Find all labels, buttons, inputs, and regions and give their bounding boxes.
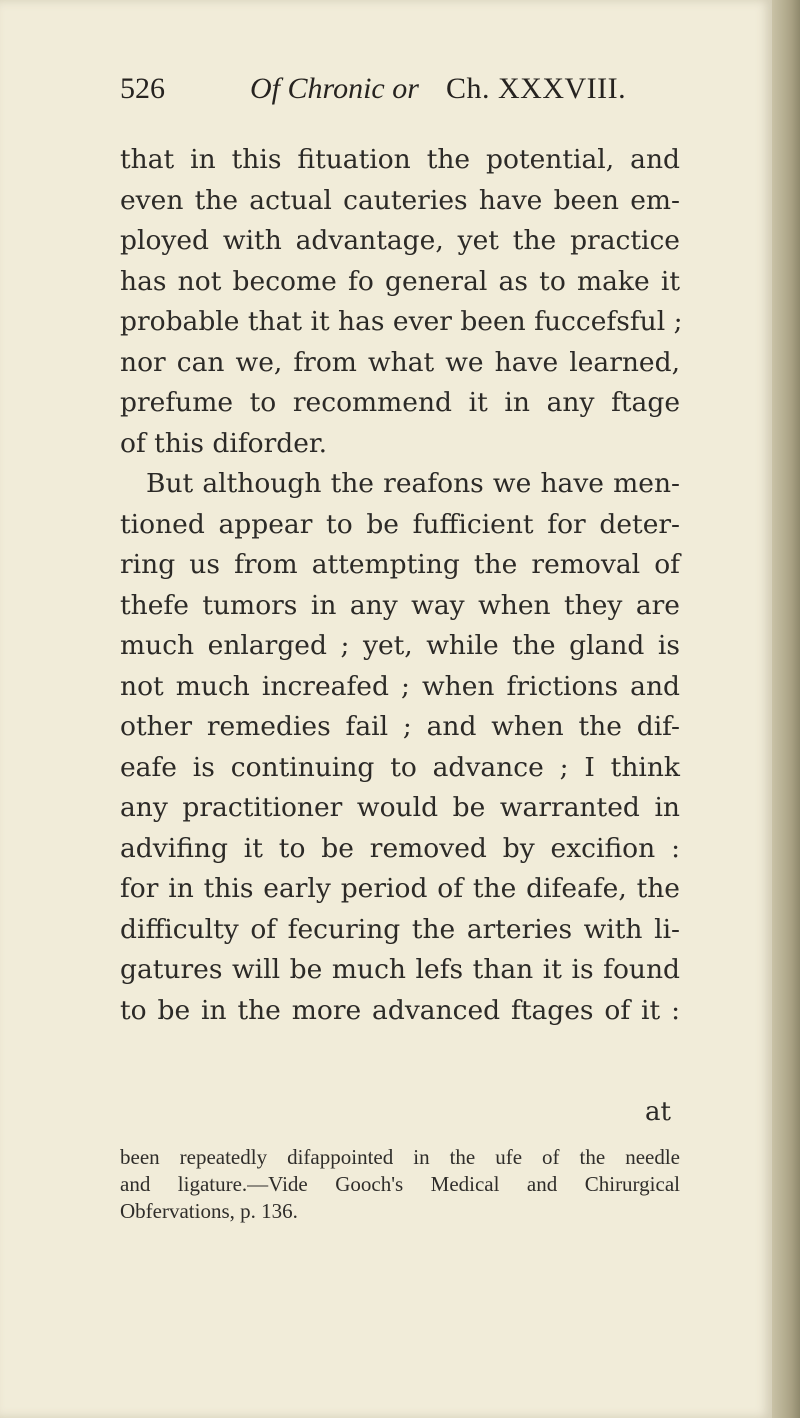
chapter-label: Ch. XXXVIII. — [446, 72, 627, 105]
page-edge — [772, 0, 800, 1418]
text-line: nor can we, from what we have learned, — [120, 346, 680, 378]
text-line: eafe is continuing to advance ; I think — [120, 751, 680, 783]
text-line: to be in the more advanced ftages of it : — [120, 994, 680, 1026]
footnote-line: Obfervations, p. 136. — [120, 1199, 298, 1223]
body-text — [120, 140, 683, 1031]
text-line: for in this early period of the difeafe, the — [120, 873, 680, 904]
text-line: of this diforder. — [120, 427, 328, 459]
text-line: tioned appear to be fufficient for deter- — [120, 508, 680, 540]
text-line: much enlarged ; yet, while the gland is — [120, 630, 680, 661]
catchword: at — [645, 1097, 671, 1127]
text-line: thefe tumors in any way when they are — [120, 589, 680, 621]
text-line: has not become fo general as to make it — [120, 265, 680, 297]
text-line: gatures will be much lefs than it is found — [120, 954, 680, 985]
footnote — [120, 1144, 680, 1225]
text-line: probable that it has ever been fuccefsful ; — [120, 306, 683, 337]
text-line: difficulty of fecuring the arteries with li- — [120, 913, 680, 945]
running-title: Of Chronic or — [250, 72, 419, 105]
text-line: that in this fituation the potential, and — [120, 144, 680, 175]
page-number: 526 — [120, 72, 165, 105]
footnote-line: and ligature.—Vide Gooch's Medical and Chirurgical — [120, 1172, 680, 1196]
text-line: any practitioner would be warranted in — [120, 792, 680, 823]
text-line: not much increafed ; when frictions and — [120, 670, 680, 702]
text-line: ployed with advantage, yet the practice — [120, 225, 680, 256]
text-line: other remedies fail ; and when the dif- — [120, 711, 680, 742]
text-line: prefume to recommend it in any ftage — [120, 387, 680, 418]
text-line: even the actual cauteries have been em- — [120, 184, 680, 216]
text-line: advifing it to be removed by excifion : — [120, 832, 680, 864]
text-line: ring us from attempting the removal of — [120, 549, 680, 580]
footnote-line: been repeatedly difappointed in the ufe of the needle — [120, 1145, 680, 1169]
page-header — [120, 72, 680, 122]
text-line: But although the reafons we have men- — [146, 468, 680, 499]
